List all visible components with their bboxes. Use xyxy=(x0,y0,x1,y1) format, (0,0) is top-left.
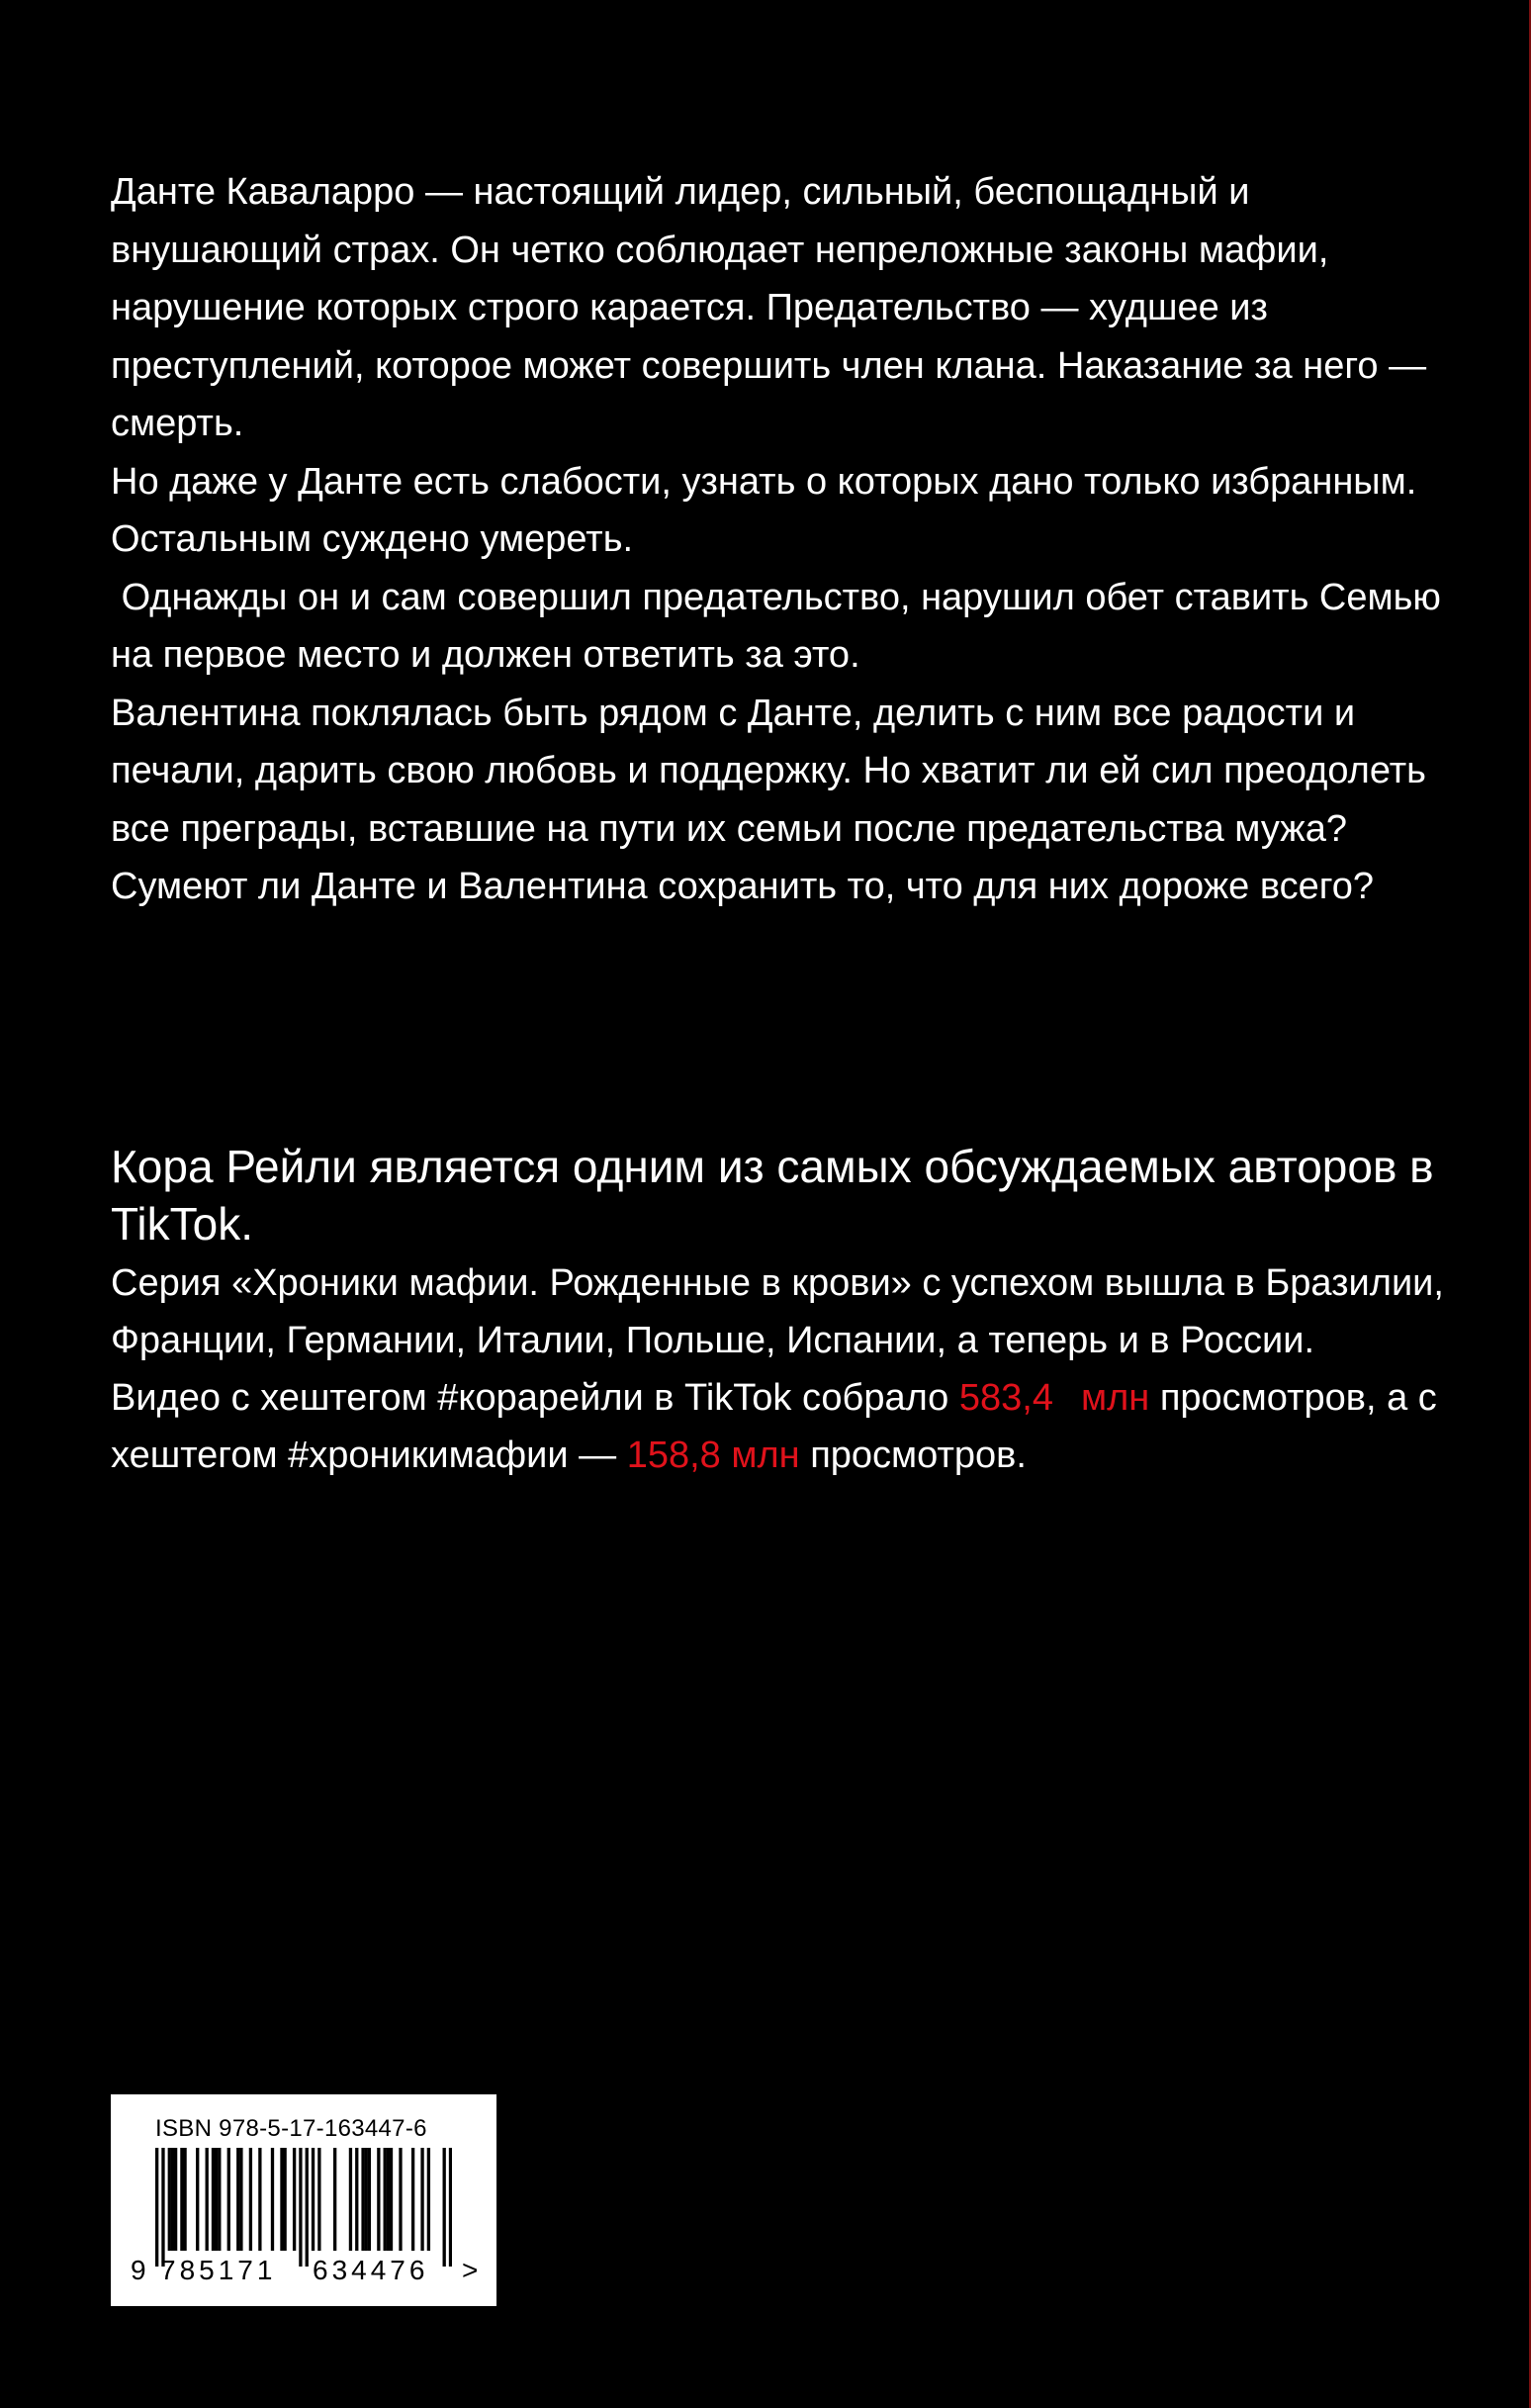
barcode-bar xyxy=(377,2148,380,2251)
views-unit: млн xyxy=(731,1435,800,1476)
views-count-mafia-chronicles: 158,8 xyxy=(626,1435,721,1476)
barcode-bar xyxy=(384,2148,387,2251)
tiktok-stats xyxy=(111,1369,1446,1484)
synopsis-paragraph: Однажды он и сам совершил предательство, нарушил обет ставить Семью на первое место и должен ответить за это. xyxy=(111,576,1452,676)
synopsis-paragraph: Сумеют ли Данте и Валентина сохранить то, что для них дороже всего? xyxy=(111,866,1375,907)
barcode-bar xyxy=(355,2148,358,2251)
barcode-bar xyxy=(171,2148,174,2251)
barcode-guard-bar xyxy=(155,2148,158,2267)
barcode-bar xyxy=(349,2148,352,2251)
barcode-bar xyxy=(215,2148,218,2251)
barcode-guard-bar xyxy=(449,2148,452,2267)
isbn-label: ISBN 978-5-17-163447-6 xyxy=(155,2115,427,2142)
barcode-bar xyxy=(183,2148,186,2251)
barcode-bar xyxy=(365,2148,368,2251)
barcode-bar xyxy=(174,2148,177,2251)
barcode-bar xyxy=(312,2148,315,2251)
barcode-bar xyxy=(258,2148,261,2251)
barcode-bar xyxy=(239,2148,242,2251)
barcode-bar xyxy=(218,2148,221,2251)
barcode-bar xyxy=(361,2148,364,2251)
isbn-barcode xyxy=(111,2094,496,2306)
author-promo-lead: Кора Рейли является одним из самых обсуждаемых авторов в TikTok. xyxy=(111,1141,1434,1250)
author-promo xyxy=(111,1138,1446,1484)
barcode-first-digit: 9 xyxy=(131,2255,146,2285)
barcode-bar xyxy=(317,2148,320,2251)
barcode-bar xyxy=(283,2148,286,2251)
barcode-bar xyxy=(180,2148,183,2251)
synopsis-paragraph: Но даже у Данте есть слабости, узнать о которых дано только избранным. Остальным суждено умереть. xyxy=(111,460,1417,560)
barcode-bar xyxy=(333,2148,336,2251)
barcode-bar xyxy=(390,2148,393,2251)
barcode-left-digits: 785171 xyxy=(160,2255,277,2285)
views-unit: млн xyxy=(1080,1377,1150,1419)
stats-text: Видео с хештегом #корарейли в TikTok собрало xyxy=(111,1377,959,1419)
barcode-bar xyxy=(427,2148,430,2251)
barcode-bar xyxy=(271,2148,274,2251)
barcode-bar xyxy=(196,2148,199,2251)
barcode-bar xyxy=(236,2148,239,2251)
barcode-bar xyxy=(212,2148,215,2251)
stats-text: просмотров. xyxy=(799,1435,1027,1476)
barcode-quiet-mark: > xyxy=(462,2255,479,2285)
barcode-bar xyxy=(280,2148,283,2251)
barcode-bar xyxy=(206,2148,209,2251)
barcode-bar xyxy=(420,2148,423,2251)
barcode-bar xyxy=(293,2148,296,2251)
barcode-guard-bar xyxy=(299,2148,302,2267)
series-info: Серия «Хроники мафии. Рожденные в крови» с успехом вышла в Бразилии, Франции, Германии, Италии, Польше, Испании, а теперь и в России. xyxy=(111,1262,1444,1361)
barcode-bar xyxy=(227,2148,230,2251)
barcode-bar xyxy=(399,2148,402,2251)
barcode-bar xyxy=(168,2148,171,2251)
barcode-bar xyxy=(249,2148,252,2251)
synopsis-paragraph: Валентина поклялась быть рядом с Данте, делить с ним все радости и печали, дарить свою любовь и поддержку. Но хватит ли ей сил преодолеть все преграды, вставшие на пути их семьи после предательства мужа? xyxy=(111,692,1426,850)
views-count-korareili: 583,4 xyxy=(958,1377,1053,1419)
synopsis-paragraph: Данте Каваларро — настоящий лидер, сильный, беспощадный и внушающий страх. Он четко соблюдает непреложные законы мафии, нарушение которых строго карается. Предательство — худшее из преступлений, которое может совершить член клана. Наказание за него — смерть. xyxy=(111,171,1427,444)
stats-text: просмотров, а с хештегом #хроникимафии — xyxy=(111,1377,1437,1476)
barcode-guard-bar xyxy=(161,2148,164,2267)
barcode-bar xyxy=(368,2148,371,2251)
barcode-right-digits: 634476 xyxy=(313,2255,429,2285)
barcode-bar xyxy=(387,2148,390,2251)
barcode-bars xyxy=(155,2148,452,2267)
views-unit xyxy=(721,1435,732,1476)
barcode-guard-bar xyxy=(306,2148,309,2267)
barcode-bar xyxy=(411,2148,414,2251)
barcode-guard-bar xyxy=(443,2148,446,2267)
synopsis xyxy=(111,163,1452,916)
